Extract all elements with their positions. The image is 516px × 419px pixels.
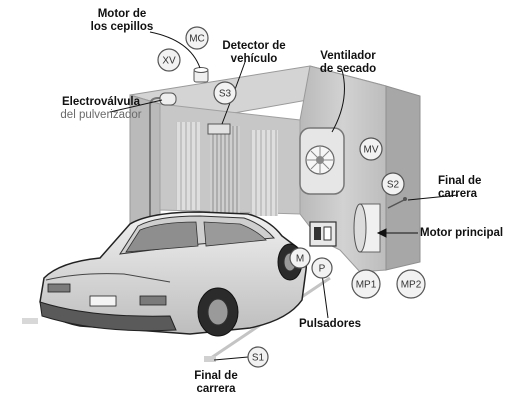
tag-m: [290, 248, 310, 268]
push-button-box: [310, 222, 336, 246]
label-final-carrera-right: [438, 175, 508, 201]
tag-xv-text: XV: [162, 55, 176, 67]
tag-mp2: [397, 270, 425, 298]
label-ventilador-secado: [310, 50, 386, 76]
car: [40, 212, 306, 336]
tag-xv: [158, 49, 180, 71]
tag-m-text: M: [295, 253, 305, 265]
tag-s3: [214, 82, 236, 104]
tag-s2: [382, 173, 404, 195]
limit-switch-s1: [204, 356, 216, 362]
label-electrovalvula: [46, 96, 156, 122]
tag-mc-text: MC: [189, 33, 205, 45]
main-motor: [354, 204, 380, 252]
tag-s1: [248, 347, 268, 367]
label-final-carrera-bottom-l2: carrera: [196, 383, 236, 395]
label-motor-principal: [420, 227, 514, 240]
tag-mv-text: MV: [363, 144, 379, 156]
tag-p-text: P: [318, 263, 326, 275]
tag-mp2-text: MP2: [400, 279, 422, 291]
brush-rollers: [176, 122, 278, 218]
tag-mp1-text: MP1: [355, 279, 377, 291]
label-final-carrera-bottom-l1: Final de: [194, 370, 238, 382]
label-detector-vehiculo: [214, 40, 294, 66]
tag-s2-text: S2: [386, 179, 400, 191]
label-motor-cepillos-l2: los cepillos: [90, 21, 154, 33]
tag-mv: [360, 138, 382, 160]
label-detector-l1: Detector de: [222, 40, 286, 52]
label-motor-principal-text: Motor principal: [420, 227, 504, 239]
label-pulsadores: [290, 318, 370, 331]
label-final-carrera-right-l2: carrera: [438, 188, 478, 200]
label-pulsadores-text: Pulsadores: [299, 318, 361, 330]
label-final-carrera-bottom: [180, 370, 252, 396]
tag-mp1: [352, 270, 380, 298]
label-ventilador-l1: Ventilador: [320, 50, 376, 62]
label-detector-l2: vehículo: [230, 53, 278, 65]
floor-marker: [22, 318, 38, 324]
tag-p: [312, 258, 332, 278]
label-electrovalvula-l2: del pulverizador: [60, 109, 142, 121]
label-final-carrera-right-l1: Final de: [438, 175, 482, 187]
label-electrovalvula-l1: Electroválvula: [62, 96, 140, 108]
label-motor-cepillos-l1: Motor de: [97, 8, 147, 20]
tag-mc: [186, 27, 208, 49]
label-motor-cepillos: [72, 8, 172, 34]
brush-motor: [194, 68, 208, 83]
label-ventilador-l2: de secado: [319, 63, 377, 75]
tag-s3-text: S3: [218, 88, 232, 100]
tag-s1-text: S1: [251, 352, 265, 364]
vehicle-detector: [208, 124, 230, 134]
drying-fan: [300, 128, 344, 194]
